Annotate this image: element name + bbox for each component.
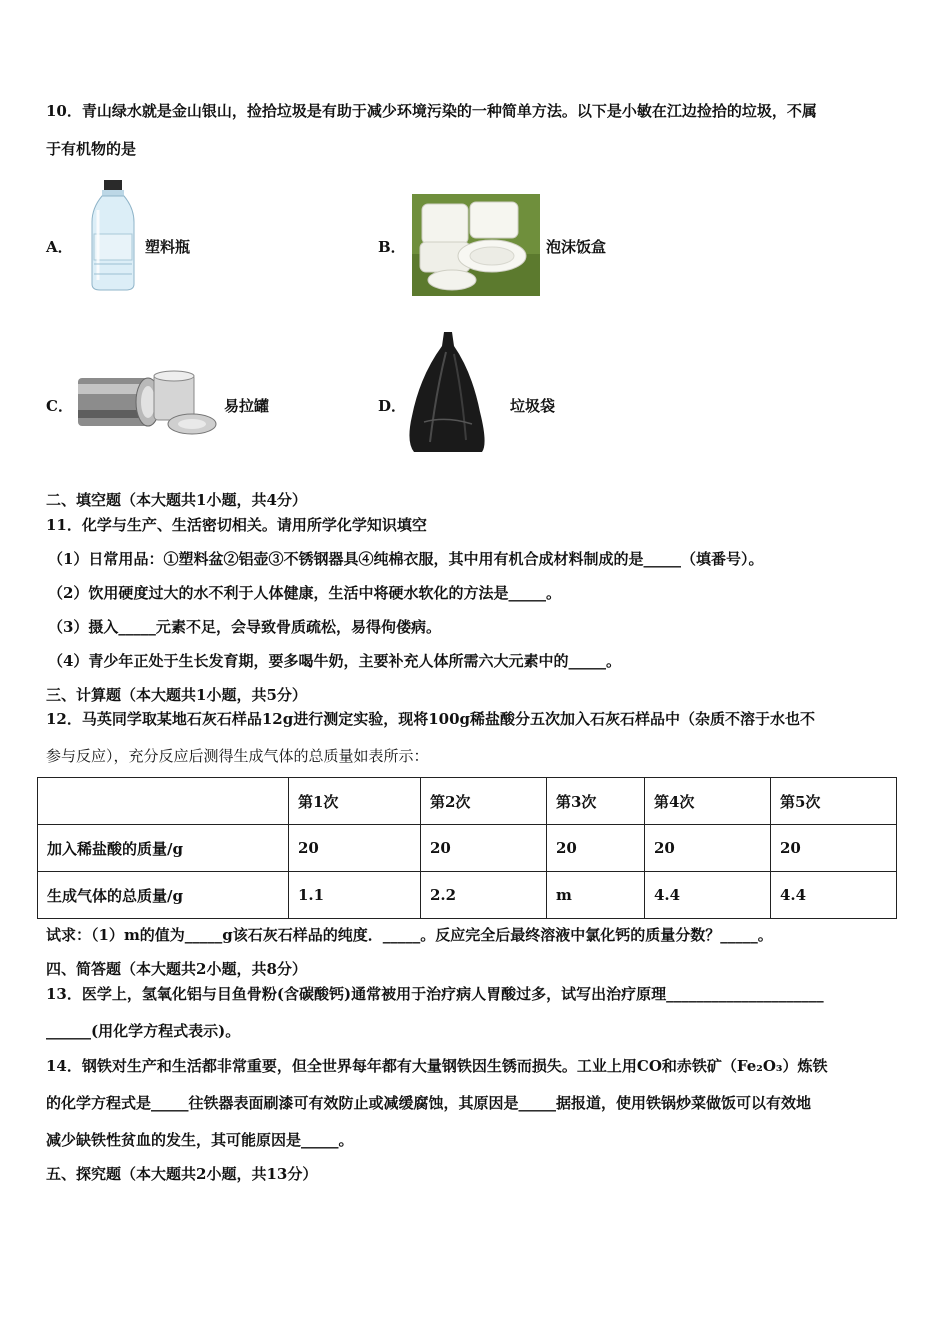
table-cell: 4.4: [645, 872, 771, 919]
table-header-cell: 第1次: [289, 778, 421, 825]
option-c-label: 易拉罐: [224, 397, 270, 415]
garbage-bag-icon: [406, 332, 490, 458]
table-cell: 20: [421, 825, 547, 872]
table-cell: 1.1: [289, 872, 421, 919]
plastic-bottle-icon: [86, 180, 140, 292]
option-a-letter: A．: [46, 238, 73, 256]
q14-text-line2: 的化学方程式是_____往铁器表面刷漆可有效防止或减缓腐蚀，其原因是_____据报道，使用铁锅炒菜做饭可以有效地: [46, 1094, 812, 1112]
q11-item-2: （2）饮用硬度过大的水不利于人体健康，生活中将硬水软化的方法是_____。: [48, 584, 561, 602]
q11-text: 11．化学与生产、生活密切相关。请用所学化学知识填空: [46, 516, 427, 534]
table-cell: 20: [771, 825, 897, 872]
gas-mass-table: [37, 777, 897, 919]
table-header-row: [38, 778, 897, 825]
q12-after-table: 试求：（1）m的值为_____g该石灰石样品的纯度．_____。反应完全后最终溶液中氯化钙的质量分数？_____。: [46, 926, 773, 944]
q10-text-line1: 10．青山绿水就是金山银山，捡拾垃圾是有助于减少环境污染的一种简单方法。以下是小敏在江边捡拾的垃圾，不属: [46, 102, 817, 120]
table-header-cell: 第5次: [771, 778, 897, 825]
table-cell: 20: [289, 825, 421, 872]
table-header-cell: 第2次: [421, 778, 547, 825]
table-cell: 20: [547, 825, 645, 872]
table-row: [38, 872, 897, 919]
table-header-cell: 第4次: [645, 778, 771, 825]
q14-text-line1: 14．钢铁对生产和生活都非常重要，但全世界每年都有大量钢铁因生锈而损失。工业上用CO和赤铁矿（Fe₂O₃）炼铁: [46, 1057, 828, 1075]
q12-text-line1: 12．马英同学取某地石灰石样品12g进行测定实验，现将100g稀盐酸分五次加入石灰石样品中（杂质不溶于水也不: [46, 710, 816, 728]
option-a-label: 塑料瓶: [145, 238, 191, 256]
option-d-label: 垃圾袋: [510, 397, 556, 415]
q11-item-4: （4）青少年正处于生长发育期，要多喝牛奶，主要补充人体所需六大元素中的_____。: [48, 652, 621, 670]
foam-lunchbox-icon: [412, 194, 540, 296]
cans-icon: [74, 370, 218, 440]
section5-heading: 五、探究题（本大题共2小题，共13分）: [46, 1165, 318, 1183]
option-d-letter: D．: [378, 397, 407, 415]
table-cell: 2.2: [421, 872, 547, 919]
section3-heading: 三、计算题（本大题共1小题，共5分）: [46, 686, 307, 704]
option-c-letter: C．: [46, 397, 73, 415]
section4-heading: 四、简答题（本大题共2小题，共8分）: [46, 960, 307, 978]
option-b-letter: B．: [378, 238, 406, 256]
q12-text-line2: 参与反应），充分反应后测得生成气体的总质量如表所示：: [46, 747, 429, 765]
table-header-cell: 第3次: [547, 778, 645, 825]
q11-item-1: （1）日常用品：①塑料盆②铝壶③不锈钢器具④纯棉衣服，其中用有机合成材料制成的是_____（填番号）。: [48, 550, 764, 568]
section2-heading: 二、填空题（本大题共1小题，共4分）: [46, 491, 307, 509]
q13-text-line1: 13．医学上，氢氧化铝与目鱼骨粉(含碳酸钙)通常被用于治疗病人胃酸过多，试写出治疗原理_____________________: [46, 985, 824, 1003]
table-cell: 20: [645, 825, 771, 872]
table-cell: m: [547, 872, 645, 919]
table-header-cell: [38, 778, 289, 825]
q13-text-line2: ______(用化学方程式表示)。: [46, 1022, 241, 1040]
q10-text-line2: 于有机物的是: [46, 140, 137, 158]
q11-item-3: （3）摄入_____元素不足，会导致骨质疏松，易得佝偻病。: [48, 618, 441, 636]
table-cell: 4.4: [771, 872, 897, 919]
table-cell: 加入稀盐酸的质量/g: [38, 825, 289, 872]
table-row: [38, 825, 897, 872]
option-b-label: 泡沫饭盒: [546, 238, 607, 256]
table-cell: 生成气体的总质量/g: [38, 872, 289, 919]
q14-text-line3: 减少缺铁性贫血的发生，其可能原因是_____。: [46, 1131, 354, 1149]
